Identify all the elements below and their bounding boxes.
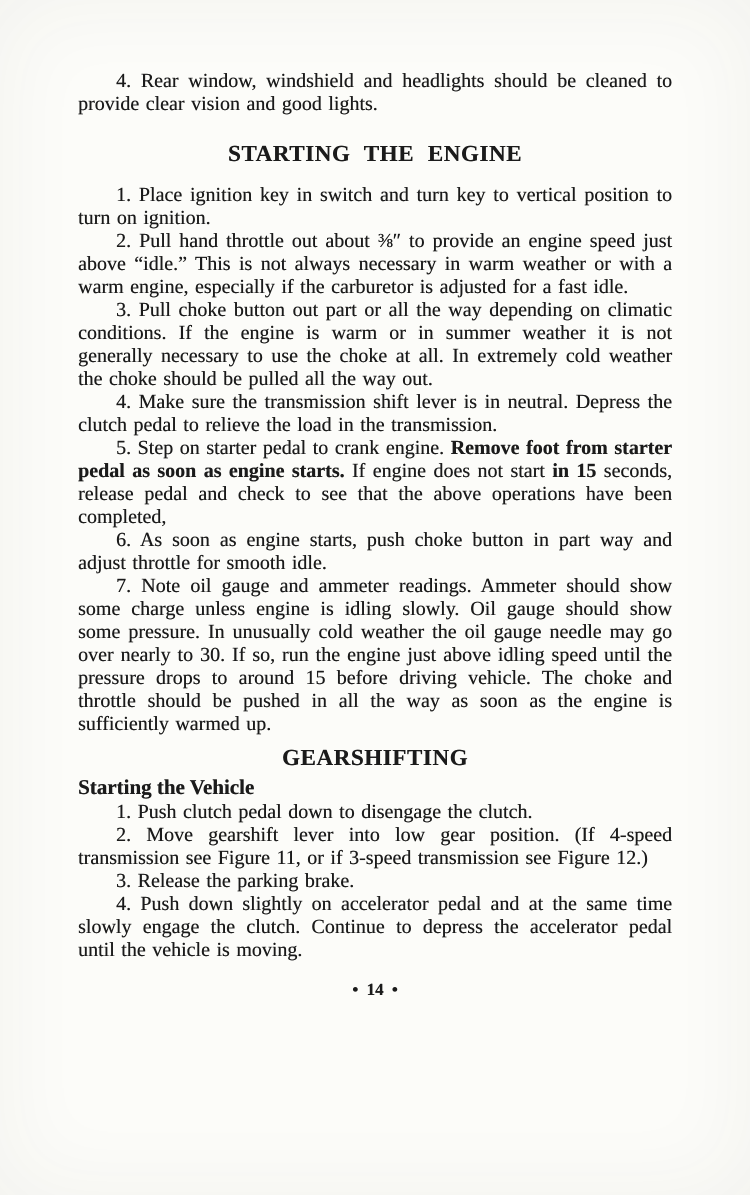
engine-step-5: [78, 437, 672, 529]
engine-step-2: 2. Pull hand throttle out about ⅜″ to provide an engine speed just above “idle.” This is not always necessary in warm weather or with a warm engine, especially if the carburetor is adjusted for a fast idle.: [78, 230, 672, 298]
engine-step-5-text: seconds, release pedal and check to see that the above operations have been completed,: [78, 460, 673, 528]
engine-step-7: 7. Note oil gauge and ammeter readings. Ammeter should show some charge unless engine is idling slowly. Oil gauge should show some pressure. In unusually cold weather the oil gauge needle may go over nearly to 30. If so, run the engine just above idling speed until the pressure drops to around 15 before driving vehicle. The choke and throttle should be pushed in all the way as soon as the engine is sufficiently warmed up.: [78, 575, 672, 735]
engine-step-5-bold-warning: Remove foot from starter pedal as soon as engine starts.: [78, 437, 672, 482]
page-number: • 14 •: [352, 980, 398, 999]
gearshift-step-1: 1. Push clutch pedal down to disengage the clutch.: [116, 801, 533, 823]
engine-step-5-bold-duration: in 15: [552, 460, 597, 482]
gearshift-step-2: 2. Move gearshift lever into low gear position. (If 4-speed transmission see Figure 11, or if 3-speed transmission see Figure 12.): [78, 824, 672, 869]
section-heading-starting-the-engine: STARTING THE ENGINE: [227, 141, 523, 166]
section-heading-gearshifting: GEARSHIFTING: [281, 745, 469, 770]
intro-paragraph: 4. Rear window, windshield and headlights should be cleaned to provide clear vision and good lights.: [78, 70, 672, 115]
gearshift-step-3: 3. Release the parking brake.: [116, 870, 355, 892]
gearshift-step-4: 4. Push down slightly on accelerator pedal and at the same time slowly engage the clutch. Continue to depress the accelerator pedal until the vehicle is moving.: [78, 893, 672, 961]
engine-step-6: 6. As soon as engine starts, push choke button in part way and adjust throttle for smooth idle.: [78, 529, 672, 574]
engine-step-5-text: If engine does not start: [344, 460, 553, 482]
engine-step-5-text: 5. Step on starter pedal to crank engine.: [116, 437, 451, 459]
engine-step-1: 1. Place ignition key in switch and turn key to vertical position to turn on ignition.: [78, 184, 672, 229]
engine-step-3: 3. Pull choke button out part or all the way depending on climatic conditions. If the engine is warm or in summer weather it is not generally necessary to use the choke at all. In extremely cold weather the choke should be pulled all the way out.: [78, 299, 672, 390]
engine-step-4: 4. Make sure the transmission shift lever is in neutral. Depress the clutch pedal to relieve the load in the transmission.: [78, 391, 672, 436]
subheading-starting-the-vehicle: Starting the Vehicle: [78, 775, 255, 799]
